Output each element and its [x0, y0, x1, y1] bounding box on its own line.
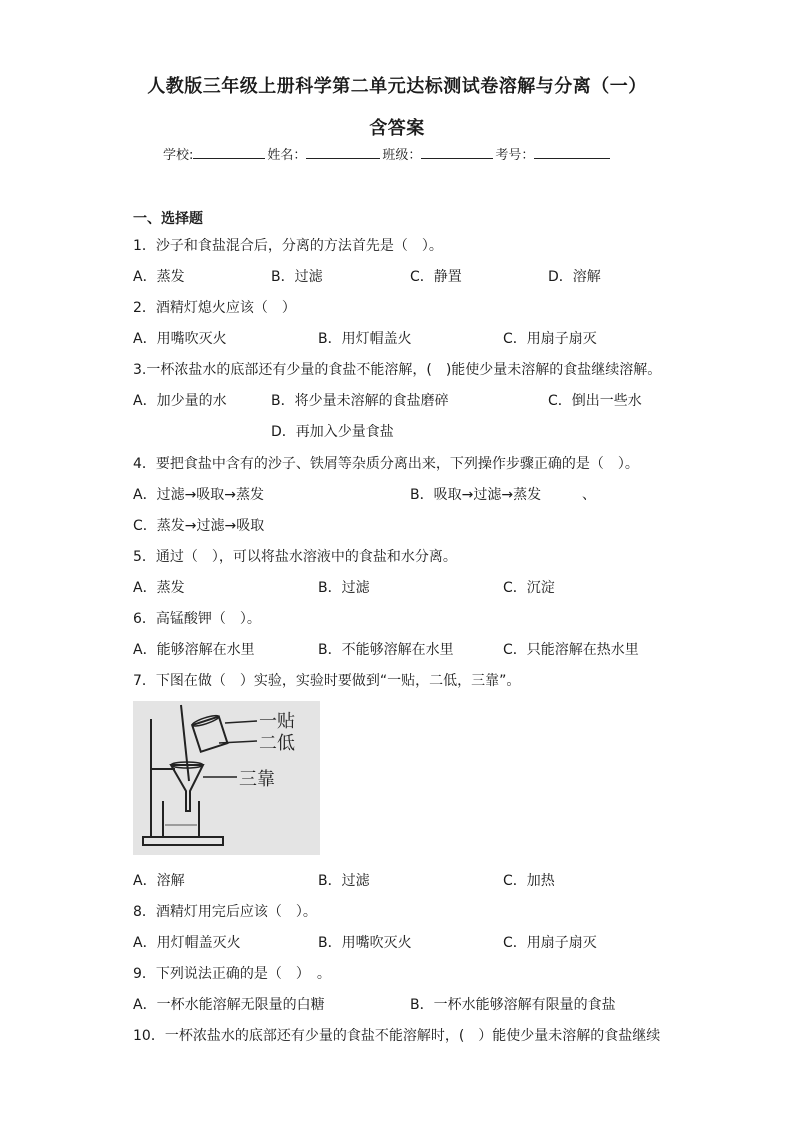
number-label: 考号： [495, 148, 535, 163]
q3-option-a[interactable]: A．加少量的水 [133, 393, 227, 409]
label-yi-tie: 一贴 [259, 711, 295, 732]
label-er-di: 二低 [259, 733, 295, 754]
q6-option-c[interactable]: C．只能溶解在热水里 [503, 642, 639, 658]
q3-option-b[interactable]: B．将少量未溶解的食盐磨碎 [271, 393, 449, 409]
name-label: 姓名： [267, 148, 307, 163]
q8-option-c[interactable]: C．用扇子扇灭 [503, 935, 597, 951]
q6-option-b[interactable]: B．不能够溶解在水里 [318, 642, 454, 658]
q5-option-c[interactable]: C．沉淀 [503, 580, 555, 596]
class-label: 班级： [382, 148, 422, 163]
question-4: 4．要把食盐中含有的沙子、铁屑等杂质分离出来，下列操作步骤正确的是（ ）。 [133, 456, 639, 472]
question-6: 6．高锰酸钾（ ）。 [133, 611, 261, 627]
q8-option-a[interactable]: A．用灯帽盖灭火 [133, 935, 241, 951]
name-blank[interactable] [306, 144, 380, 159]
filtration-figure [133, 701, 320, 855]
number-blank[interactable] [534, 144, 610, 159]
question-1: 1．沙子和食盐混合后，分离的方法首先是（ ）。 [133, 238, 443, 254]
q8-option-b[interactable]: B．用嘴吹灭火 [318, 935, 412, 951]
question-8: 8．酒精灯用完后应该（ ）。 [133, 904, 317, 920]
page-title: 人教版三年级上册科学第二单元达标测试卷溶解与分离（一） [147, 76, 647, 97]
filtration-apparatus-diagram [133, 701, 320, 855]
question-5: 5．通过（ ），可以将盐水溶液中的食盐和水分离。 [133, 549, 457, 565]
question-9: 9．下列说法正确的是（ ） 。 [133, 966, 331, 982]
q7-option-c[interactable]: C．加热 [503, 873, 555, 889]
q2-option-a[interactable]: A．用嘴吹灭火 [133, 331, 227, 347]
q4-separator: 、 [582, 487, 596, 503]
page-subtitle: 含答案 [369, 118, 425, 139]
q4-option-b[interactable]: B．吸取→过滤→蒸发 [410, 487, 542, 503]
q5-option-b[interactable]: B．过滤 [318, 580, 370, 596]
school-blank[interactable] [193, 144, 265, 159]
q9-option-b[interactable]: B．一杯水能够溶解有限量的食盐 [410, 997, 616, 1013]
label-san-kao: 三靠 [239, 769, 275, 790]
q3-option-d[interactable]: D．再加入少量食盐 [271, 424, 394, 440]
school-label: 学校: [163, 148, 194, 163]
q2-option-b[interactable]: B．用灯帽盖火 [318, 331, 412, 347]
q4-option-a[interactable]: A．过滤→吸取→蒸发 [133, 487, 265, 503]
q6-option-a[interactable]: A．能够溶解在水里 [133, 642, 255, 658]
q4-option-c[interactable]: C．蒸发→过滤→吸取 [133, 518, 265, 534]
q2-option-c[interactable]: C．用扇子扇灭 [503, 331, 597, 347]
q1-option-d[interactable]: D．溶解 [548, 269, 601, 285]
q3-option-c[interactable]: C．倒出一些水 [548, 393, 642, 409]
question-2: 2．酒精灯熄火应该（ ） [133, 300, 296, 316]
q7-option-b[interactable]: B．过滤 [318, 873, 370, 889]
class-blank[interactable] [421, 144, 493, 159]
q9-option-a[interactable]: A．一杯水能溶解无限量的白糖 [133, 997, 325, 1013]
question-7: 7．下图在做（ ）实验，实验时要做到“一贴，二低，三靠”。 [133, 673, 521, 689]
q5-option-a[interactable]: A．蒸发 [133, 580, 185, 596]
q1-option-c[interactable]: C．静置 [410, 269, 462, 285]
question-3: 3.一杯浓盐水的底部还有少量的食盐不能溶解，( )能使少量未溶解的食盐继续溶解。 [133, 362, 662, 378]
q1-option-b[interactable]: B．过滤 [271, 269, 323, 285]
q7-option-a[interactable]: A．溶解 [133, 873, 185, 889]
q1-option-a[interactable]: A．蒸发 [133, 269, 185, 285]
student-info-row [163, 144, 612, 163]
section-title: 一、选择题 [133, 211, 203, 227]
question-10: 10．一杯浓盐水的底部还有少量的食盐不能溶解时，( ）能使少量未溶解的食盐继续 [133, 1028, 661, 1044]
